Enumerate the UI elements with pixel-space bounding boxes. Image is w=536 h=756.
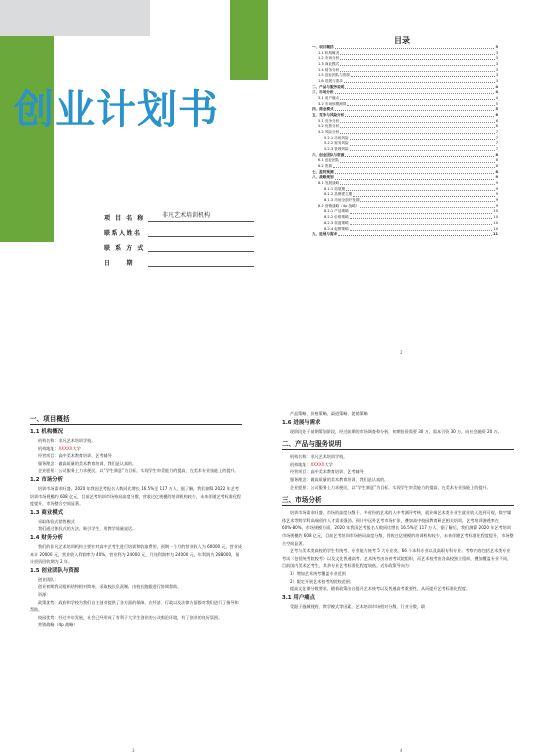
- list-item: 2）限定开展艺术校考的院校范围；: [290, 578, 355, 584]
- toc-item-text: 三、市场分析: [312, 90, 334, 95]
- toc-leader-dots: [346, 187, 495, 191]
- toc-title: 目录: [394, 36, 410, 45]
- toc-item-page: 4: [495, 96, 498, 101]
- toc-item-text: 8.1 发展战略: [318, 181, 340, 186]
- toc-leader-dots: [344, 79, 495, 83]
- toc-list: [312, 45, 498, 238]
- paragraph: 提高文化课分数要求，随着政策出台提升艺术统考以及普通高考重要性，从而提升艺考标准化程度。: [290, 586, 471, 592]
- text: 机构地址：: [38, 445, 59, 451]
- subsection-heading: 1.5 创业团队与资源: [30, 567, 80, 574]
- toc-item-page: 8: [495, 169, 498, 174]
- toc-page: [268, 0, 536, 378]
- text: 机构地址：: [290, 461, 311, 467]
- toc-leader-dots: [335, 175, 495, 179]
- cover-field-contact-info: [104, 237, 254, 252]
- subsection-heading: 1.1 机构概况: [30, 429, 63, 435]
- subsection-heading: 1.4 财务分析: [30, 534, 63, 541]
- paragraph: 创业团队：: [38, 576, 59, 582]
- toc-item-text: 1.6 进展与需求: [318, 79, 343, 84]
- toc-item-text: 8.2 营销战略（4p 战略）: [318, 203, 360, 208]
- toc-item-text: 1.2 市场分析: [318, 56, 340, 61]
- paragraph: [282, 461, 514, 469]
- toc-item-page: 6: [495, 113, 498, 118]
- paragraph: [30, 445, 242, 453]
- section-heading: 三、市场分析: [282, 496, 322, 505]
- cover-fields: [104, 207, 254, 267]
- toc-leader-dots: [350, 141, 495, 145]
- paragraph: 服务理念：做高质量的美术教育培训，我们是认真的。: [290, 476, 389, 482]
- toc-item-page: 7: [495, 141, 498, 146]
- toc-item-page: 10: [493, 215, 498, 220]
- toc-item-text: 3.1 用户痛点: [318, 96, 340, 101]
- field-value: [148, 226, 254, 237]
- toc-leader-dots: [340, 56, 494, 60]
- paragraph: 经营项目：高中美术教育培训、艺考辅导: [38, 453, 112, 459]
- cover-page: [0, 0, 268, 378]
- toc-item-page: 7: [495, 135, 498, 140]
- toc-item-text: 1.3 商业模式: [318, 62, 340, 67]
- toc-item-text: 5.2 风险分析: [318, 130, 340, 135]
- toc-item-text: 一、项目概括: [312, 45, 334, 49]
- toc-item-text: 6.1 创业团队: [318, 158, 340, 163]
- highlight-text: XXXXX: [310, 461, 325, 467]
- paragraph: 政策优势：政府和学校为我们自主创业提供了各方面的保障，在经济、行政以及法律方面都对我们进行了指导和帮助。: [30, 599, 239, 613]
- toc-item-text: 5.2 优势分析: [318, 124, 340, 129]
- toc-leader-dots: [340, 181, 494, 185]
- toc-leader-dots: [333, 164, 495, 168]
- toc-leader-dots: [351, 73, 495, 77]
- cover-field-project-name: [104, 207, 254, 222]
- subsection-heading: 1.6 进展与需求: [282, 419, 321, 426]
- page-3: [0, 378, 268, 756]
- toc-item-page: 6: [495, 118, 498, 123]
- paragraph: 我们通过体验式的方法，吸引学生，用教学质量说话。: [38, 526, 137, 532]
- page-4-content: [282, 410, 514, 610]
- toc-leader-dots: [345, 85, 494, 89]
- toc-item-page: 3: [495, 67, 498, 72]
- field-label: 项 目 名 称: [104, 215, 145, 222]
- toc-item-text: 3.2 市场规模测算: [318, 101, 347, 106]
- toc-item-text: 8.2.2 价格策略: [324, 215, 349, 220]
- paragraph: 我们的非凡艺术培训机构主要针对高中艺考生进行培训和收取费用，预期一个月的营业收入为 60000 元，营业成本计 20000 元，营业收入利润率为 40%，营业利为 24000 元，月纯利润率为 24000 元，年利润为 288000，预计投资回收期为 2 年。: [30, 543, 242, 565]
- text: 大学: [324, 461, 333, 467]
- toc-leader-dots: [335, 107, 495, 111]
- toc-item-page: 9: [495, 198, 498, 203]
- toc-item-text: 五、竞争与风险分析: [312, 113, 345, 118]
- toc-item-text: 1.4 财务分析: [318, 67, 340, 72]
- heading-rule: [282, 449, 514, 450]
- toc-leader-dots: [360, 204, 494, 208]
- toc-item-text: 八、战略规划: [312, 175, 334, 180]
- toc-item-text: 二、产品与服务说明: [312, 84, 345, 89]
- toc-item-page: 3: [495, 45, 498, 49]
- toc-item-page: 3: [495, 50, 498, 55]
- toc-item-page: 10: [493, 220, 498, 225]
- section-heading: 一、项目概括: [30, 415, 70, 423]
- page-number: 4: [400, 748, 403, 753]
- cover-green-bar-right: [230, 0, 268, 80]
- toc-item-page: 3: [495, 62, 498, 67]
- cover-title: 创业计划书: [14, 87, 219, 133]
- toc-leader-dots: [340, 130, 494, 134]
- toc-item-text: 1.1 机构概况: [318, 50, 340, 55]
- page-4: [268, 378, 536, 756]
- toc-item-text: 5.2.2 财务风险: [324, 141, 349, 146]
- toc-item-page: 9: [495, 175, 498, 180]
- toc-item-page: 10: [493, 209, 498, 214]
- toc-leader-dots: [350, 215, 493, 219]
- field-label: 日 期: [104, 260, 135, 267]
- toc-item-page: 3: [495, 56, 498, 61]
- toc-leader-dots: [340, 158, 494, 162]
- section-heading: 二、产品与服务说明: [282, 440, 342, 449]
- toc-leader-dots: [340, 51, 494, 55]
- toc-leader-dots: [335, 170, 495, 174]
- toc-leader-dots: [340, 68, 494, 72]
- paragraph: 现阶段处于前期策划阶段，经过前期的市场调查和分析，初期投资需要 30 万，需本引资 30 万，向社会融资 20 万。: [290, 428, 502, 434]
- toc-item-page: 9: [495, 186, 498, 191]
- toc-leader-dots: [350, 147, 495, 151]
- toc-item-text: 8.1.1 拓展期: [324, 186, 346, 191]
- toc-item-page: 6: [495, 124, 498, 129]
- toc-item-page: 9: [495, 203, 498, 208]
- paragraph: 创业初期我司组织结构相对简单，采取校长负责制，由校长跑跟进行协调督助。: [38, 584, 182, 590]
- toc-item-text: 8.2.1 产品策略: [324, 209, 349, 214]
- field-label: 联系人姓名: [104, 230, 142, 237]
- subsection-heading: 3.1 用户痛点: [282, 594, 315, 601]
- toc-item-page: 10: [493, 226, 498, 231]
- toc-item-text: 九、进展与需求: [312, 232, 338, 237]
- cover-field-contact-name: [104, 222, 254, 237]
- toc-item-page: 11: [492, 232, 498, 237]
- heading-rule: [30, 424, 242, 425]
- page-number: 3: [132, 748, 135, 753]
- toc-item-page: 3: [495, 79, 498, 84]
- paragraph: 服务理念：做高质量的美术教育培训，我们是认真的。: [38, 460, 137, 466]
- paragraph: 资源：: [38, 591, 51, 597]
- toc-item-page: 8: [495, 152, 498, 157]
- page-3-content: [30, 410, 242, 629]
- field-label: 联 系 方 式: [104, 245, 145, 252]
- cover-field-date: [104, 252, 254, 267]
- toc-leader-dots: [345, 153, 494, 157]
- toc-item-page: 7: [495, 147, 498, 152]
- subsection-heading: 1.2 市场分析: [30, 476, 63, 483]
- toc-leader-dots: [335, 45, 495, 49]
- paragraph: 产品策略、价格策略、渠道策略、促销策略: [290, 411, 368, 416]
- toc-item-text: 四、商业模式: [312, 107, 334, 112]
- toc-item-text: 8.1.3 市场全面开发期: [324, 198, 360, 203]
- paragraph: 培训市场需求旺盛。2020 年我国艺考报名人数同比增长 16.5%至 117 万人，据了解，我们测算 2022 年艺考培训市场规模约 608 亿元，目前艺考培训市场格局高度分散，营收过亿规模的培训机构较少，未来伴随艺考标准化程度提升，市场整合空间显著。: [30, 485, 242, 507]
- paragraph: 艺考与美术类高校的学生有统考、专业能力统考 5 大专业类，66 个本科专业以及高职专科专业。考察内容包括艺术类专业考试（包括统考院校考）以及文化普通高考。艺术统考由各省考试院组织，而艺术校考由各高校独立组织，叠加覆盖专业不同，目前国内美术艺考生，其余专业艺考标准化程度较低。近年政策导向为：: [282, 548, 512, 569]
- text: 大学: [72, 445, 81, 451]
- toc-item-text: 5.2.1 市场风险: [324, 135, 349, 140]
- toc-item-text: 8.2.4 促销策略: [324, 226, 349, 231]
- toc-item-page: 4: [495, 84, 498, 89]
- paragraph: 培训市场需求旺盛，市场的高度分散于。多省份的艺术的人中考测评考核，就业端艺术类专业生就业收入达到可观，数字媒体艺术等跨学科高端创作人才需求强劲。预计中远外艺考市场扩张，叠加高中校园教育研艺相关培训，艺考培训渗透率在 60%-80%，市场规模方面，2020 年我国艺考报名人数同比增长 16.5%至 117 万人，据了解后，我们测算 2020 年艺考培训市场规模约 608 亿元，目前艺考培训市场格局高度分散，营收过亿规模的培训机构较少，未来伴随艺考标准化程度提升，市场整合空间显著。: [282, 510, 514, 546]
- toc-leader-dots: [338, 232, 492, 236]
- toc-leader-dots: [340, 62, 494, 66]
- toc-leader-dots: [345, 113, 494, 117]
- toc-item-text: 六、创业团队与资源: [312, 152, 345, 157]
- toc-item-page: 9: [495, 181, 498, 186]
- paragraph: 受限于施城视野、教学模式等因素，艺术培训市场相对分散，行业分散，职: [290, 603, 426, 609]
- paragraph: 企业愿景：公司服务上力求便民，以“学生满意”为目标，实现学生审美能力的提高，在美术专业技能上的提升。: [38, 468, 239, 474]
- paragraph: 经营项目：高中美术教育培训、艺考辅导: [290, 469, 364, 475]
- list-item: 1）增加艺术统考覆盖专业范围: [290, 570, 346, 576]
- paragraph: 企业愿景：公司服务上力求便民，以“学生满意”为目标，实现学生审美能力的提高，在美术专业技能上的提升。: [290, 484, 491, 490]
- heading-rule: [282, 505, 514, 506]
- toc-leader-dots: [350, 227, 493, 231]
- toc-item-text: 5.2.3 管理风险: [324, 147, 349, 152]
- toc-leader-dots: [350, 221, 493, 225]
- paragraph: 采取体验式销售模式: [38, 518, 75, 524]
- toc-item-page: 7: [495, 130, 498, 135]
- paragraph: 机构名称：非凡艺术培训学校。: [38, 438, 96, 443]
- toc-leader-dots: [347, 102, 494, 106]
- toc-item-page: 8: [495, 164, 498, 169]
- toc-leader-dots: [350, 209, 493, 213]
- toc-item-page: 5: [495, 107, 498, 112]
- toc-leader-dots: [340, 96, 494, 100]
- toc-item-page: 8: [495, 158, 498, 163]
- toc-leader-dots: [340, 124, 494, 128]
- toc-leader-dots: [353, 192, 494, 196]
- toc-item-page: 9: [495, 192, 498, 197]
- field-value: [148, 241, 254, 252]
- toc-leader-dots: [335, 90, 495, 94]
- toc-item-text: 6.2 资源: [318, 164, 333, 169]
- toc-item-text: 5.1 竞争分析: [318, 118, 340, 123]
- toc-item-text: 8.2.3 渠道策略: [324, 220, 349, 225]
- cover-gray-band: [0, 0, 150, 36]
- highlight-text: XXXXX: [58, 445, 73, 451]
- toc-item-text: 1.5 创业团队与资源: [318, 73, 351, 78]
- field-value: [148, 256, 254, 267]
- toc-item-text: 七、盈利预测: [312, 169, 334, 174]
- toc-item[interactable]: [312, 232, 498, 238]
- page-number: 2: [400, 350, 403, 355]
- paragraph: 校园优势：经过多年发展，社会已经形成了有利于大学生创业的公众舆论环境，有了创业的良好氛围。: [38, 614, 223, 620]
- subsection-heading: 1.3 商业模式: [30, 509, 63, 516]
- toc-leader-dots: [350, 136, 495, 140]
- toc-item-page: 3: [495, 73, 498, 78]
- toc-item-text: 8.1.2 品牌建立期: [324, 192, 353, 197]
- paragraph: 机构名称：非凡艺术培训学校。: [290, 454, 348, 460]
- toc-leader-dots: [340, 119, 494, 123]
- cover-green-bar-left: [0, 36, 54, 242]
- toc-leader-dots: [360, 198, 494, 202]
- field-value: 非凡艺术培训机构: [148, 211, 254, 222]
- toc-item-page: 4: [495, 90, 498, 95]
- toc-item-page: 5: [495, 101, 498, 106]
- paragraph: 营销战略（4p 战略）: [38, 622, 78, 628]
